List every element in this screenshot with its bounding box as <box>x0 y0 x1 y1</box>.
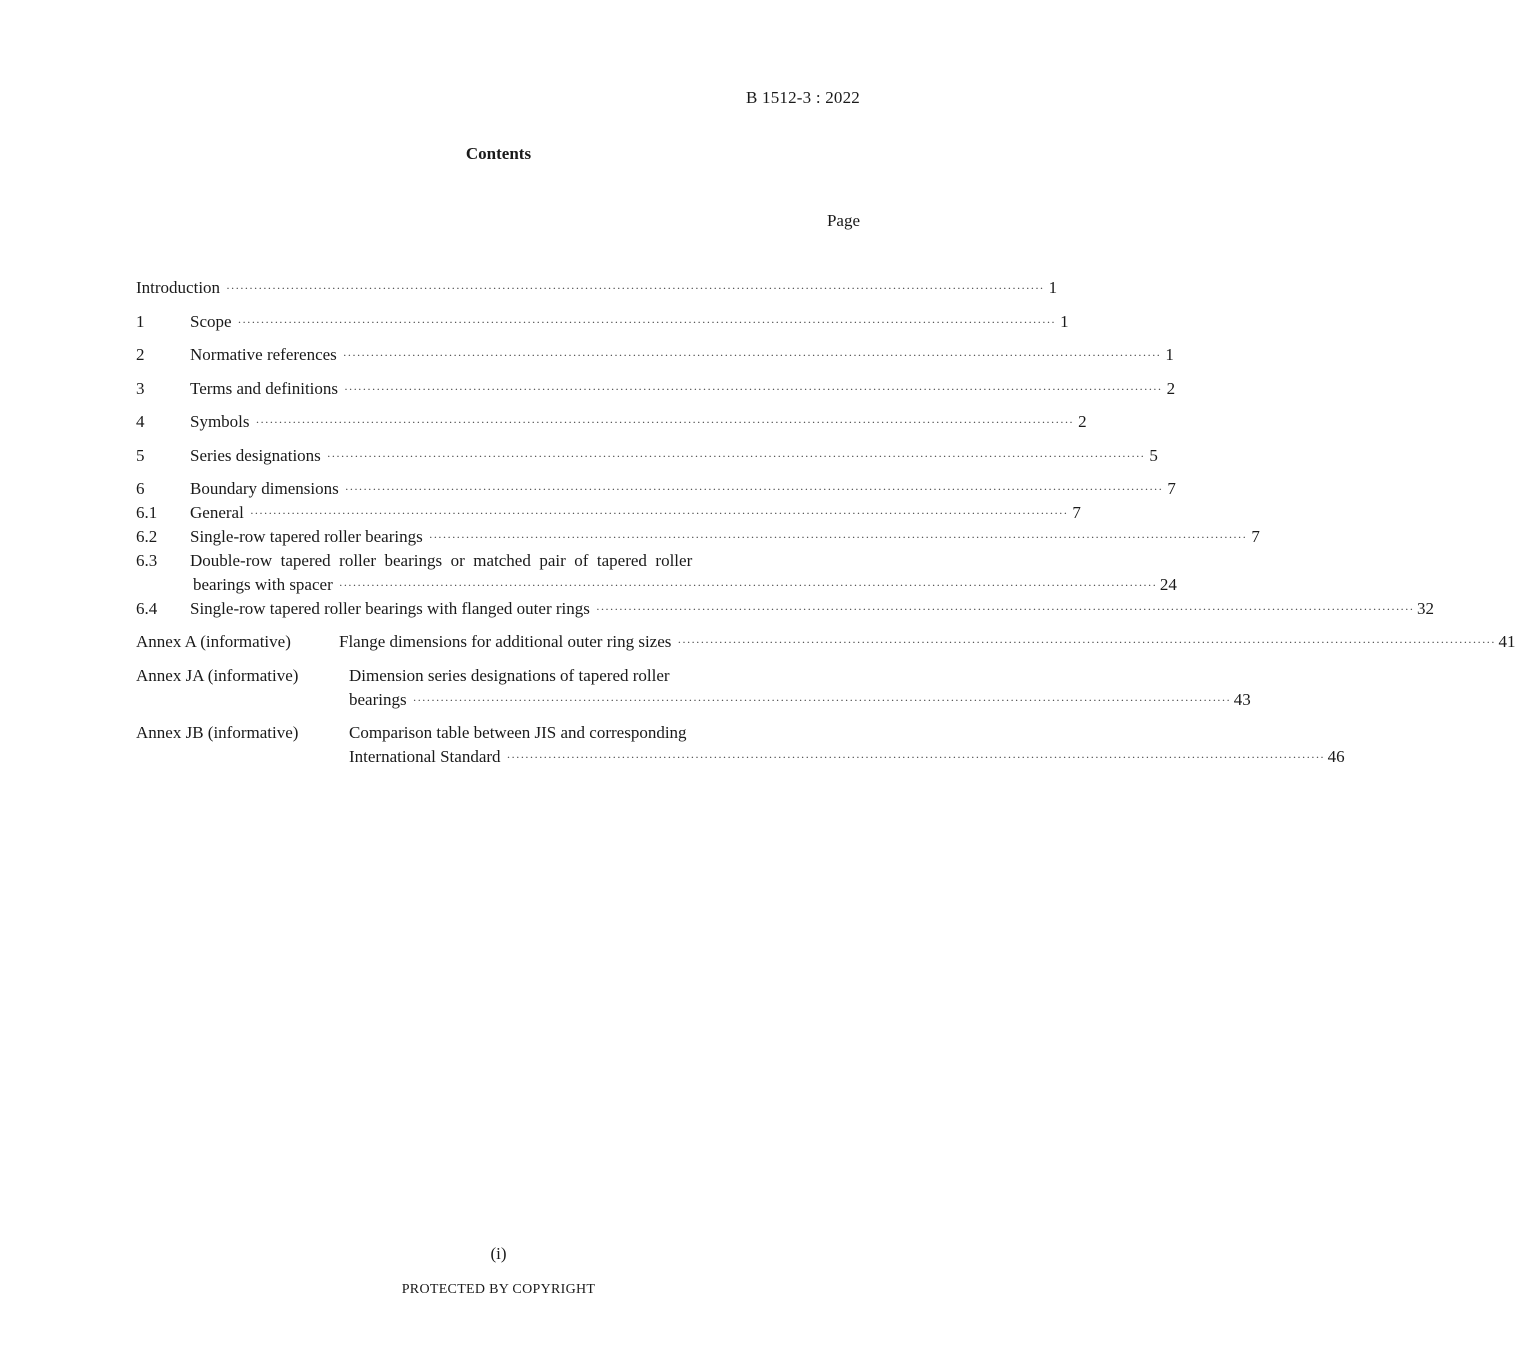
toc-entry-annex-a[interactable]: Annex A (informative) Flange dimensions for additional outer ring sizes ·················································································································································································· 41 <box>136 630 842 654</box>
page-number: 5 <box>1149 446 1158 465</box>
section-number: 6.2 <box>136 527 158 546</box>
page-number: 2 <box>1166 379 1176 398</box>
page-number: 7 <box>1251 527 1260 546</box>
annex-label: Annex JB (informative) <box>136 723 299 742</box>
toc-entry-series-designations[interactable]: 5 Series designations ·················································································································································································· 5 <box>136 444 842 468</box>
section-number: 6.4 <box>136 599 158 618</box>
dot-leader: ·················································································································································································· <box>338 578 1157 592</box>
annex-label: Annex JA (informative) <box>136 666 299 685</box>
section-number: 6.3 <box>136 551 158 570</box>
footer-page-number: (i) <box>490 1244 507 1263</box>
page-number: 32 <box>1416 599 1434 618</box>
dot-leader: ·················································································································································································· <box>344 382 1163 396</box>
dot-leader: ·················································································································································································· <box>506 750 1325 764</box>
dot-leader: ·················································································································································································· <box>342 348 1161 362</box>
page-number: 1 <box>1048 278 1058 297</box>
page-number: 7 <box>1167 479 1176 498</box>
toc-entry-annex-ja[interactable]: Annex JA (informative) Dimension series designations of tapered roller <box>136 664 842 688</box>
page-column-label: Page <box>826 211 860 230</box>
section-number: 4 <box>136 412 145 431</box>
dot-leader: ·················································································································································································· <box>237 315 1056 329</box>
section-number: 6.1 <box>136 503 158 522</box>
dot-leader: ·················································································································································································· <box>255 415 1074 429</box>
page-number: 7 <box>1072 503 1081 522</box>
dot-leader: ·················································································································································································· <box>226 281 1045 295</box>
dot-leader: ·················································································································································································· <box>595 602 1414 616</box>
dot-leader: ·················································································································································································· <box>677 635 1496 649</box>
section-number: 6 <box>136 479 145 498</box>
toc-entry-scope[interactable]: 1 Scope ·················································································································································································· 1 <box>136 310 842 334</box>
toc-entry-general[interactable]: 6.1 General ·················································································································································································· 7 <box>136 501 842 525</box>
toc-entry-symbols[interactable]: 4 Symbols ·················································································································································································· 2 <box>136 410 842 434</box>
toc-entry-annex-ja-continuation[interactable]: bearings ·················································································································································································· 43 <box>136 688 842 712</box>
page-number: 41 <box>1498 632 1516 651</box>
page-number: 43 <box>1233 690 1251 709</box>
toc-entry-introduction[interactable]: Introduction ·················································································································································································· 1 <box>136 276 842 300</box>
dot-leader: ·················································································································································································· <box>344 482 1163 496</box>
toc-entry-single-row-flanged-outer-rings[interactable]: 6.4 Single-row tapered roller bearings with flanged outer rings ·················································································································································································· 32 <box>136 597 842 621</box>
section-number: 5 <box>136 446 145 465</box>
section-number: 2 <box>136 345 145 364</box>
toc-entry-annex-jb-continuation[interactable]: International Standard ·················································································································································································· 46 <box>136 745 842 769</box>
page-number: 1 <box>1060 312 1069 331</box>
annex-label: Annex A (informative) <box>136 632 291 651</box>
section-number: 1 <box>136 312 145 331</box>
toc-entry-single-row-tapered-roller-bearings[interactable]: 6.2 Single-row tapered roller bearings ·················································································································································································· 7 <box>136 525 842 549</box>
section-number: 3 <box>136 379 145 398</box>
page-number: 24 <box>1159 575 1177 594</box>
document-id: B 1512-3 : 2022 <box>746 88 860 107</box>
dot-leader: ·················································································································································································· <box>326 449 1145 463</box>
contents-title: Contents <box>465 144 532 163</box>
toc-entry-double-row-tapered-roller-bearings[interactable]: 6.3 Double-row tapered roller bearings or matched pair of tapered roller <box>136 549 842 573</box>
page-number: 1 <box>1165 345 1174 364</box>
toc-entry-double-row-continuation[interactable]: bearings with spacer ·················································································································································································· 24 <box>136 573 842 597</box>
dot-leader: ·················································································································································································· <box>412 693 1231 707</box>
dot-leader: ·················································································································································································· <box>249 506 1068 520</box>
toc-entry-normative-references[interactable]: 2 Normative references ·················································································································································································· 1 <box>136 343 842 367</box>
copyright-notice: PROTECTED BY COPYRIGHT <box>401 1282 596 1297</box>
page-number: 46 <box>1327 747 1345 766</box>
page-number: 2 <box>1078 412 1087 431</box>
toc-entry-terms-and-definitions[interactable]: 3 Terms and definitions ·················································································································································································· 2 <box>136 377 842 401</box>
toc-entry-annex-jb[interactable]: Annex JB (informative) Comparison table between JIS and corresponding <box>136 721 842 745</box>
dot-leader: ·················································································································································································· <box>428 530 1247 544</box>
toc-entry-boundary-dimensions[interactable]: 6 Boundary dimensions ·················································································································································································· 7 <box>136 477 842 501</box>
